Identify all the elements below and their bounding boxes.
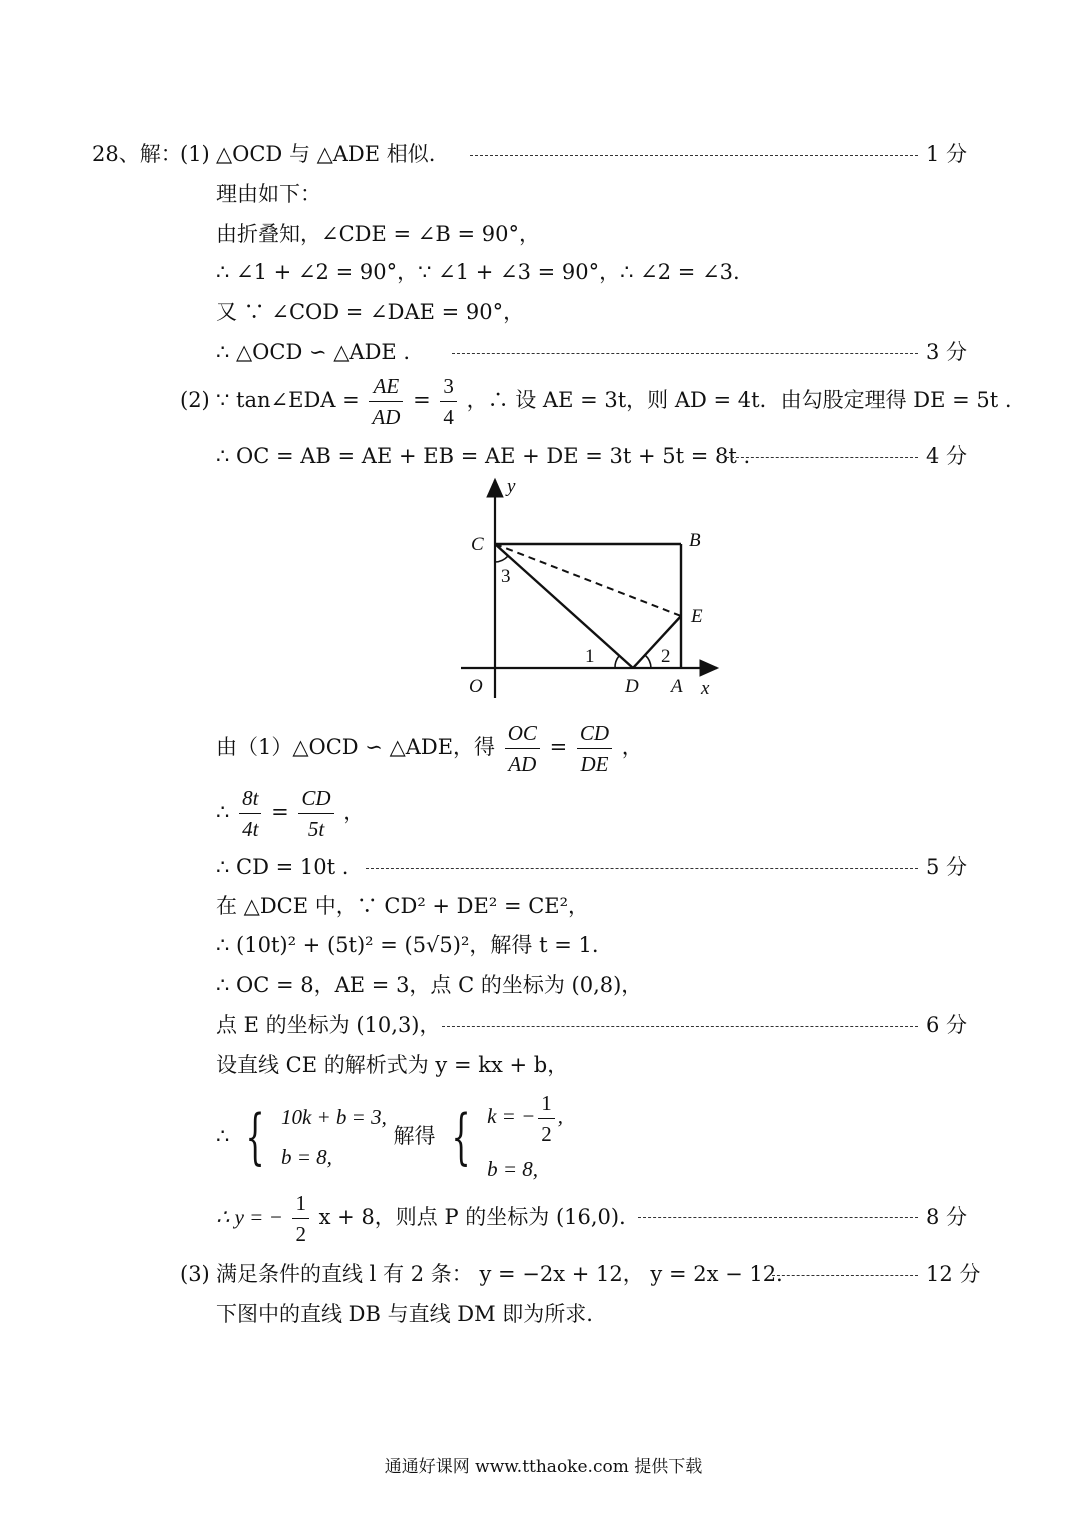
label-D: D [625, 676, 639, 697]
segment-CD [495, 544, 633, 668]
score-leader [366, 868, 918, 869]
score-leader [470, 155, 918, 156]
score-leader [726, 457, 918, 458]
part1-line: ∴ ∠1 + ∠2 = 90°，∵ ∠1 + ∠3 = 90°，∴ ∠2 = ∠3. [216, 260, 740, 284]
result-prefix: ∴ y = − [216, 1205, 283, 1229]
equals-sign: = [413, 388, 431, 412]
score-label: 3 分 [926, 340, 968, 364]
part1-reason: 理由如下： [216, 182, 321, 206]
equation-systems [216, 1086, 563, 1189]
fraction-denominator: DE [580, 752, 609, 776]
label-angle-3: 3 [501, 566, 511, 587]
angle-3-arc [495, 556, 508, 562]
fraction [298, 783, 333, 844]
angle-2-arc [645, 655, 651, 668]
fraction-denominator: AD [508, 752, 537, 776]
segment-DE [633, 616, 681, 668]
comma: ， [621, 735, 643, 759]
fraction-numerator: 1 [538, 1088, 555, 1119]
left-brace: { [245, 1102, 265, 1173]
part1-claim: △OCD 与 △ADE 相似. [216, 142, 436, 166]
therefore-sign: ∴ [216, 800, 230, 824]
equation: b = 8, [487, 1156, 539, 1181]
label-angle-1: 1 [585, 646, 595, 667]
score-label: 4 分 [926, 444, 968, 468]
angle-1-arc [615, 656, 619, 668]
part2-line: 点 E 的坐标为 (10,3)， [216, 1013, 441, 1037]
fraction-numerator: CD [298, 783, 333, 814]
score-label: 6 分 [926, 1013, 968, 1037]
label-x: x [701, 678, 710, 699]
fraction-numerator: 3 [440, 371, 457, 402]
result-suffix: x + 8，则点 P 的坐标为 (16,0)． [318, 1205, 641, 1229]
fraction [440, 371, 457, 432]
ratio-prefix: 由（1）△OCD ∽ △ADE，得 [216, 735, 496, 759]
score-label: 5 分 [926, 855, 968, 879]
score-label: 8 分 [926, 1205, 968, 1229]
score-leader [638, 1217, 918, 1218]
fraction-numerator: CD [577, 718, 612, 749]
part2-line-ratio2 [216, 780, 364, 844]
fraction [292, 1188, 309, 1249]
equation: 10k + b = 3, [280, 1105, 387, 1130]
label-C: C [471, 534, 484, 555]
part1-line: ∴ △OCD ∽ △ADE . [216, 340, 411, 364]
part1-line: 又 ∵ ∠COD = ∠DAE = 90°， [216, 300, 525, 324]
equals-sign: = [549, 735, 568, 759]
part2-line: ∴ OC = 8，AE = 3，点 C 的坐标为 (0,8)， [216, 973, 643, 997]
equals-sign: = [271, 800, 289, 824]
label-y: y [507, 476, 516, 497]
label-angle-2: 2 [661, 646, 671, 667]
score-leader [442, 1026, 918, 1027]
label-E: E [691, 606, 703, 627]
part2-line-result [216, 1187, 640, 1249]
part1-line: 由折叠知，∠CDE = ∠B = 90°， [216, 222, 540, 246]
label-B: B [689, 530, 701, 551]
part3-number: (3) [180, 1262, 210, 1286]
solve-label: 解得 [393, 1123, 436, 1148]
part1-number: (1) [180, 142, 210, 166]
footer-watermark: 通通好课网 www.tthaoke.com 提供下载 [384, 1457, 703, 1477]
fraction [369, 371, 403, 432]
equation-system-1 [281, 1097, 387, 1177]
therefore-sign: ∴ [216, 1123, 230, 1148]
fraction-denominator: 2 [295, 1222, 306, 1246]
part2-line-tan [216, 370, 1012, 432]
score-leader [772, 1275, 918, 1276]
fraction-numerator: 1 [292, 1188, 309, 1219]
problem-number: 28、解： [92, 142, 182, 166]
part2-line: ∴ CD = 10t . [216, 855, 349, 879]
equation-prefix: k = − [487, 1104, 536, 1128]
fraction-numerator: AE [369, 371, 403, 402]
score-leader [452, 353, 918, 354]
part2-line: 在 △DCE 中，∵ CD² + DE² = CE²， [216, 894, 590, 918]
part2-line: ∴ OC = AB = AE + EB = AE + DE = 3t + 5t = 8t . [216, 444, 751, 468]
fraction-denominator: 4 [443, 405, 454, 429]
equation: b = 8, [280, 1145, 332, 1170]
label-A: A [671, 676, 683, 697]
fraction [577, 718, 612, 779]
part2-line-ratio [216, 715, 643, 779]
part3-line: 下图中的直线 DB 与直线 DM 即为所求. [216, 1302, 593, 1326]
tan-prefix: ∵ tan∠EDA = [216, 388, 360, 412]
geometry-figure [455, 470, 735, 710]
score-label: 1 分 [926, 142, 968, 166]
part2-number: (2) [180, 388, 210, 412]
fraction-denominator: 4t [242, 817, 259, 841]
fraction-denominator: 2 [541, 1121, 552, 1146]
comma: ， [343, 800, 365, 824]
fraction [505, 718, 540, 779]
fraction-numerator: OC [505, 718, 540, 749]
segment-CE [495, 544, 681, 616]
equation [487, 1086, 563, 1149]
score-label: 12 分 [926, 1262, 981, 1286]
fraction-numerator: 8t [239, 783, 261, 814]
part2-line: ∴ (10t)² + (5t)² = (5√5)²，解得 t = 1. [216, 933, 599, 957]
part2-line: 设直线 CE 的解析式为 y = kx + b， [216, 1053, 569, 1077]
fraction [239, 783, 261, 844]
part3-line: 满足条件的直线 l 有 2 条： y = −2x + 12， y = 2x − 12． [216, 1262, 798, 1286]
left-brace: { [451, 1102, 471, 1173]
comma: , [557, 1104, 564, 1128]
tan-suffix: ，∴ 设 AE = 3t，则 AD = 4t．由勾股定理得 DE = 5t . [466, 388, 1012, 412]
label-O: O [469, 676, 483, 697]
fraction-denominator: AD [372, 405, 401, 429]
equation-system-2 [487, 1086, 563, 1189]
fraction-denominator: 5t [307, 817, 325, 841]
fraction [538, 1088, 555, 1149]
